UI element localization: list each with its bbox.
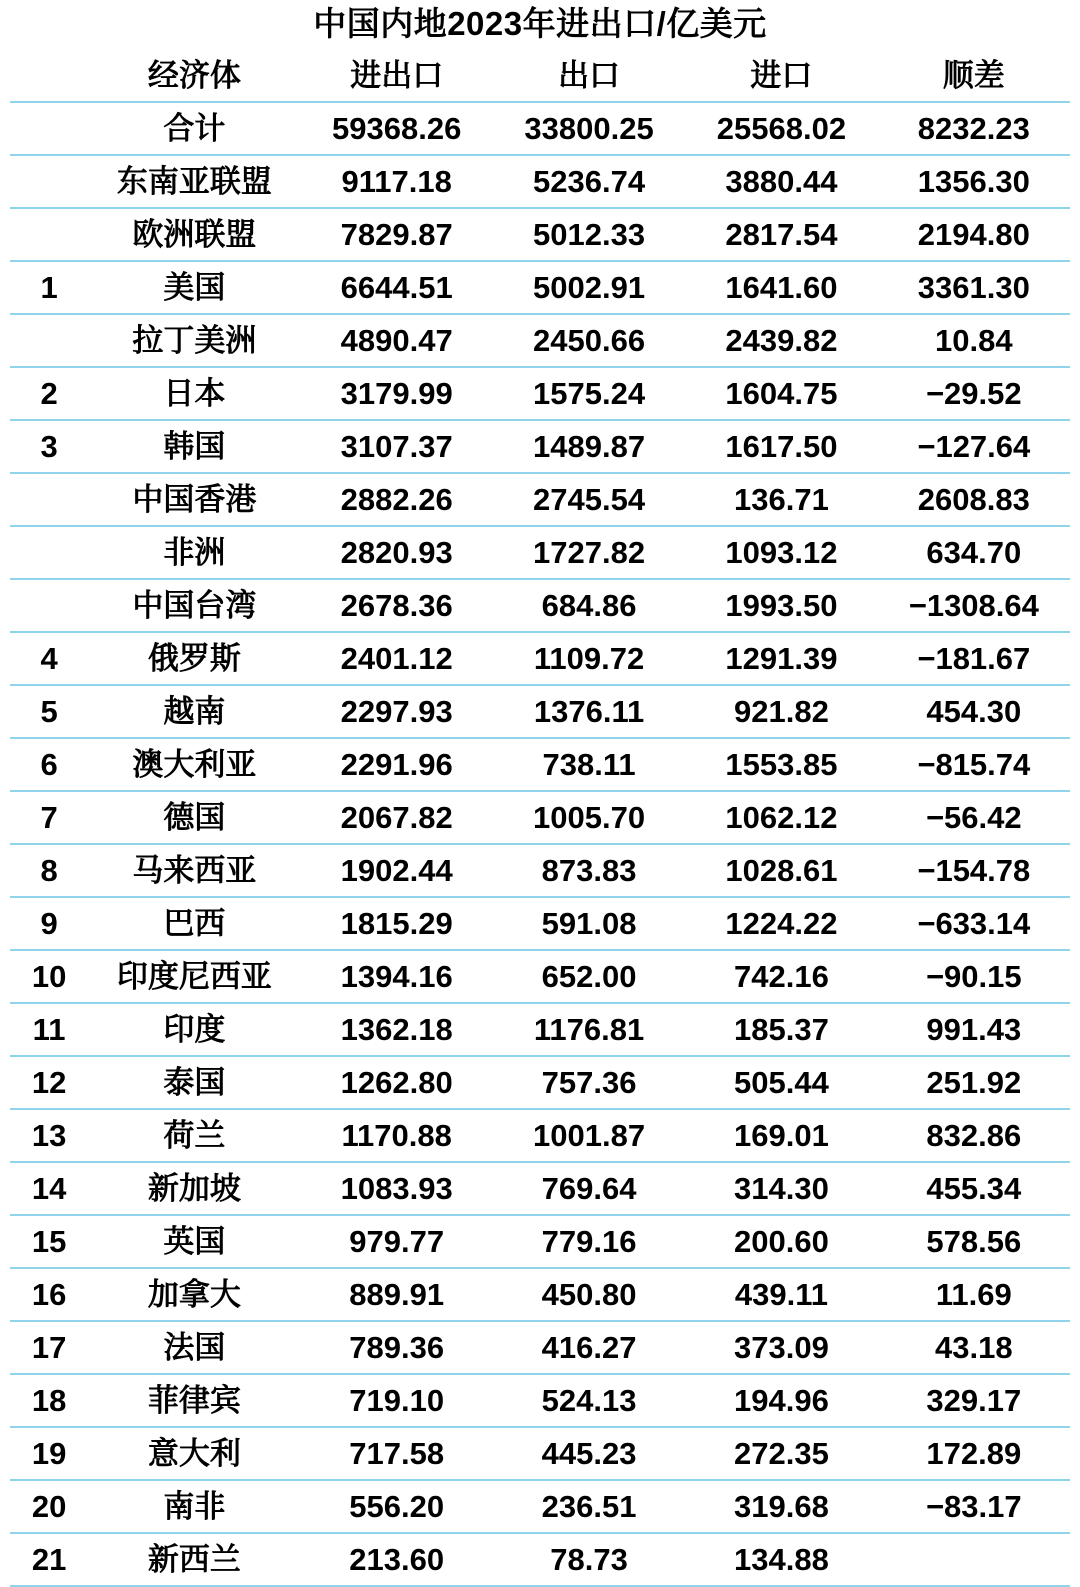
table-row <box>10 208 1070 261</box>
column-header-imports: 进口 <box>685 50 877 102</box>
cell-imports: 272.35 <box>685 1427 877 1480</box>
cell-surplus: 172.89 <box>878 1427 1070 1480</box>
column-header-rank <box>10 50 88 102</box>
cell-rank <box>10 473 88 526</box>
cell-imports: 1291.39 <box>685 632 877 685</box>
table-body <box>10 102 1070 1586</box>
cell-total: 3107.37 <box>301 420 493 473</box>
cell-total: 2291.96 <box>301 738 493 791</box>
cell-exports: 1575.24 <box>493 367 685 420</box>
cell-total: 6644.51 <box>301 261 493 314</box>
table-row <box>10 102 1070 155</box>
cell-economy: 印度尼西亚 <box>88 950 300 1003</box>
cell-exports: 450.80 <box>493 1268 685 1321</box>
cell-total: 7829.87 <box>301 208 493 261</box>
cell-economy: 俄罗斯 <box>88 632 300 685</box>
cell-economy: 意大利 <box>88 1427 300 1480</box>
cell-surplus: −181.67 <box>878 632 1070 685</box>
cell-imports: 1604.75 <box>685 367 877 420</box>
cell-exports: 524.13 <box>493 1374 685 1427</box>
table-row <box>10 1215 1070 1268</box>
table-row <box>10 314 1070 367</box>
table-header <box>10 50 1070 102</box>
cell-economy: 越南 <box>88 685 300 738</box>
cell-surplus: −127.64 <box>878 420 1070 473</box>
cell-surplus: 10.84 <box>878 314 1070 367</box>
cell-rank <box>10 208 88 261</box>
cell-imports: 373.09 <box>685 1321 877 1374</box>
cell-economy: 日本 <box>88 367 300 420</box>
table-row <box>10 685 1070 738</box>
cell-imports: 2439.82 <box>685 314 877 367</box>
cell-economy: 新西兰 <box>88 1533 300 1586</box>
cell-imports: 1093.12 <box>685 526 877 579</box>
cell-surplus: −1308.64 <box>878 579 1070 632</box>
table-row <box>10 632 1070 685</box>
table-row <box>10 1162 1070 1215</box>
cell-rank: 4 <box>10 632 88 685</box>
cell-surplus: 251.92 <box>878 1056 1070 1109</box>
cell-total: 789.36 <box>301 1321 493 1374</box>
column-header-total: 进出口 <box>301 50 493 102</box>
cell-rank: 7 <box>10 791 88 844</box>
column-header-exports: 出口 <box>493 50 685 102</box>
table-row <box>10 1109 1070 1162</box>
cell-exports: 33800.25 <box>493 102 685 155</box>
cell-surplus: 454.30 <box>878 685 1070 738</box>
cell-surplus: 11.69 <box>878 1268 1070 1321</box>
cell-exports: 1727.82 <box>493 526 685 579</box>
cell-economy: 拉丁美洲 <box>88 314 300 367</box>
table-row <box>10 1374 1070 1427</box>
page-title: 中国内地2023年进出口/亿美元 <box>313 5 767 42</box>
table-row <box>10 526 1070 579</box>
cell-economy: 菲律宾 <box>88 1374 300 1427</box>
cell-exports: 652.00 <box>493 950 685 1003</box>
cell-economy: 美国 <box>88 261 300 314</box>
cell-surplus: 832.86 <box>878 1109 1070 1162</box>
cell-total: 1262.80 <box>301 1056 493 1109</box>
cell-imports: 136.71 <box>685 473 877 526</box>
cell-surplus: 8232.23 <box>878 102 1070 155</box>
cell-exports: 1001.87 <box>493 1109 685 1162</box>
table-row <box>10 1003 1070 1056</box>
cell-imports: 505.44 <box>685 1056 877 1109</box>
cell-exports: 1005.70 <box>493 791 685 844</box>
cell-rank: 5 <box>10 685 88 738</box>
cell-imports: 1224.22 <box>685 897 877 950</box>
cell-rank: 18 <box>10 1374 88 1427</box>
cell-imports: 169.01 <box>685 1109 877 1162</box>
cell-imports: 1062.12 <box>685 791 877 844</box>
cell-rank: 6 <box>10 738 88 791</box>
cell-exports: 78.73 <box>493 1533 685 1586</box>
column-header-surplus: 顺差 <box>878 50 1070 102</box>
cell-rank: 8 <box>10 844 88 897</box>
cell-imports: 439.11 <box>685 1268 877 1321</box>
cell-total: 979.77 <box>301 1215 493 1268</box>
cell-rank: 15 <box>10 1215 88 1268</box>
cell-economy: 荷兰 <box>88 1109 300 1162</box>
cell-imports: 25568.02 <box>685 102 877 155</box>
cell-exports: 873.83 <box>493 844 685 897</box>
cell-economy: 韩国 <box>88 420 300 473</box>
cell-rank: 3 <box>10 420 88 473</box>
cell-economy: 新加坡 <box>88 1162 300 1215</box>
cell-economy: 泰国 <box>88 1056 300 1109</box>
cell-total: 889.91 <box>301 1268 493 1321</box>
cell-surplus: 991.43 <box>878 1003 1070 1056</box>
cell-total: 213.60 <box>301 1533 493 1586</box>
cell-total: 719.10 <box>301 1374 493 1427</box>
table-row <box>10 1427 1070 1480</box>
cell-rank <box>10 155 88 208</box>
cell-economy: 南非 <box>88 1480 300 1533</box>
cell-total: 9117.18 <box>301 155 493 208</box>
cell-rank: 14 <box>10 1162 88 1215</box>
table-row <box>10 367 1070 420</box>
cell-exports: 779.16 <box>493 1215 685 1268</box>
cell-exports: 445.23 <box>493 1427 685 1480</box>
cell-rank: 20 <box>10 1480 88 1533</box>
cell-imports: 200.60 <box>685 1215 877 1268</box>
cell-economy: 英国 <box>88 1215 300 1268</box>
cell-exports: 5012.33 <box>493 208 685 261</box>
cell-rank: 11 <box>10 1003 88 1056</box>
cell-surplus: 455.34 <box>878 1162 1070 1215</box>
cell-exports: 591.08 <box>493 897 685 950</box>
trade-table <box>10 50 1070 1587</box>
cell-rank <box>10 579 88 632</box>
cell-surplus: 329.17 <box>878 1374 1070 1427</box>
cell-surplus: −83.17 <box>878 1480 1070 1533</box>
cell-imports: 134.88 <box>685 1533 877 1586</box>
cell-economy: 中国香港 <box>88 473 300 526</box>
table-row <box>10 420 1070 473</box>
cell-total: 717.58 <box>301 1427 493 1480</box>
cell-total: 2882.26 <box>301 473 493 526</box>
cell-imports: 1993.50 <box>685 579 877 632</box>
cell-imports: 1641.60 <box>685 261 877 314</box>
cell-surplus: 578.56 <box>878 1215 1070 1268</box>
cell-economy: 合计 <box>88 102 300 155</box>
cell-imports: 185.37 <box>685 1003 877 1056</box>
table-row <box>10 1268 1070 1321</box>
table-row <box>10 579 1070 632</box>
cell-exports: 1489.87 <box>493 420 685 473</box>
cell-economy: 澳大利亚 <box>88 738 300 791</box>
table-row <box>10 1533 1070 1586</box>
table-row <box>10 897 1070 950</box>
cell-imports: 314.30 <box>685 1162 877 1215</box>
cell-surplus: −815.74 <box>878 738 1070 791</box>
column-header-economy: 经济体 <box>88 50 300 102</box>
cell-total: 1902.44 <box>301 844 493 897</box>
cell-total: 556.20 <box>301 1480 493 1533</box>
cell-exports: 738.11 <box>493 738 685 791</box>
cell-total: 2297.93 <box>301 685 493 738</box>
cell-total: 3179.99 <box>301 367 493 420</box>
cell-economy: 加拿大 <box>88 1268 300 1321</box>
cell-total: 2820.93 <box>301 526 493 579</box>
cell-exports: 769.64 <box>493 1162 685 1215</box>
table-row <box>10 844 1070 897</box>
table-row <box>10 950 1070 1003</box>
cell-total: 1362.18 <box>301 1003 493 1056</box>
cell-rank: 1 <box>10 261 88 314</box>
cell-economy: 欧洲联盟 <box>88 208 300 261</box>
cell-imports: 921.82 <box>685 685 877 738</box>
cell-rank <box>10 314 88 367</box>
cell-imports: 194.96 <box>685 1374 877 1427</box>
cell-exports: 5236.74 <box>493 155 685 208</box>
cell-surplus: 3361.30 <box>878 261 1070 314</box>
cell-surplus: −633.14 <box>878 897 1070 950</box>
cell-rank <box>10 526 88 579</box>
cell-surplus <box>878 1533 1070 1586</box>
cell-rank: 12 <box>10 1056 88 1109</box>
cell-economy: 中国台湾 <box>88 579 300 632</box>
cell-economy: 巴西 <box>88 897 300 950</box>
cell-exports: 5002.91 <box>493 261 685 314</box>
cell-exports: 416.27 <box>493 1321 685 1374</box>
cell-surplus: −154.78 <box>878 844 1070 897</box>
cell-exports: 1376.11 <box>493 685 685 738</box>
table-header-row <box>10 50 1070 102</box>
cell-rank: 21 <box>10 1533 88 1586</box>
cell-total: 2401.12 <box>301 632 493 685</box>
cell-exports: 684.86 <box>493 579 685 632</box>
cell-total: 1083.93 <box>301 1162 493 1215</box>
table-row <box>10 1480 1070 1533</box>
cell-exports: 236.51 <box>493 1480 685 1533</box>
cell-surplus: −56.42 <box>878 791 1070 844</box>
cell-rank: 10 <box>10 950 88 1003</box>
cell-imports: 742.16 <box>685 950 877 1003</box>
table-row <box>10 738 1070 791</box>
cell-surplus: 2608.83 <box>878 473 1070 526</box>
cell-exports: 2745.54 <box>493 473 685 526</box>
cell-rank: 16 <box>10 1268 88 1321</box>
cell-surplus: 1356.30 <box>878 155 1070 208</box>
cell-imports: 1617.50 <box>685 420 877 473</box>
cell-surplus: 2194.80 <box>878 208 1070 261</box>
cell-exports: 757.36 <box>493 1056 685 1109</box>
cell-surplus: 43.18 <box>878 1321 1070 1374</box>
table-row <box>10 1056 1070 1109</box>
cell-exports: 2450.66 <box>493 314 685 367</box>
cell-economy: 法国 <box>88 1321 300 1374</box>
cell-surplus: 634.70 <box>878 526 1070 579</box>
cell-rank <box>10 102 88 155</box>
cell-surplus: −90.15 <box>878 950 1070 1003</box>
cell-imports: 319.68 <box>685 1480 877 1533</box>
cell-economy: 东南亚联盟 <box>88 155 300 208</box>
cell-total: 59368.26 <box>301 102 493 155</box>
cell-total: 1815.29 <box>301 897 493 950</box>
cell-total: 2067.82 <box>301 791 493 844</box>
cell-rank: 2 <box>10 367 88 420</box>
cell-imports: 3880.44 <box>685 155 877 208</box>
cell-total: 2678.36 <box>301 579 493 632</box>
cell-imports: 1553.85 <box>685 738 877 791</box>
cell-rank: 17 <box>10 1321 88 1374</box>
cell-total: 1170.88 <box>301 1109 493 1162</box>
cell-economy: 德国 <box>88 791 300 844</box>
cell-exports: 1176.81 <box>493 1003 685 1056</box>
cell-imports: 2817.54 <box>685 208 877 261</box>
table-row <box>10 261 1070 314</box>
cell-rank: 13 <box>10 1109 88 1162</box>
table-row <box>10 155 1070 208</box>
cell-rank: 19 <box>10 1427 88 1480</box>
cell-economy: 非洲 <box>88 526 300 579</box>
cell-total: 4890.47 <box>301 314 493 367</box>
cell-exports: 1109.72 <box>493 632 685 685</box>
cell-economy: 印度 <box>88 1003 300 1056</box>
table-row <box>10 791 1070 844</box>
cell-total: 1394.16 <box>301 950 493 1003</box>
cell-surplus: −29.52 <box>878 367 1070 420</box>
cell-rank: 9 <box>10 897 88 950</box>
cell-imports: 1028.61 <box>685 844 877 897</box>
table-row <box>10 1321 1070 1374</box>
cell-economy: 马来西亚 <box>88 844 300 897</box>
table-row <box>10 473 1070 526</box>
